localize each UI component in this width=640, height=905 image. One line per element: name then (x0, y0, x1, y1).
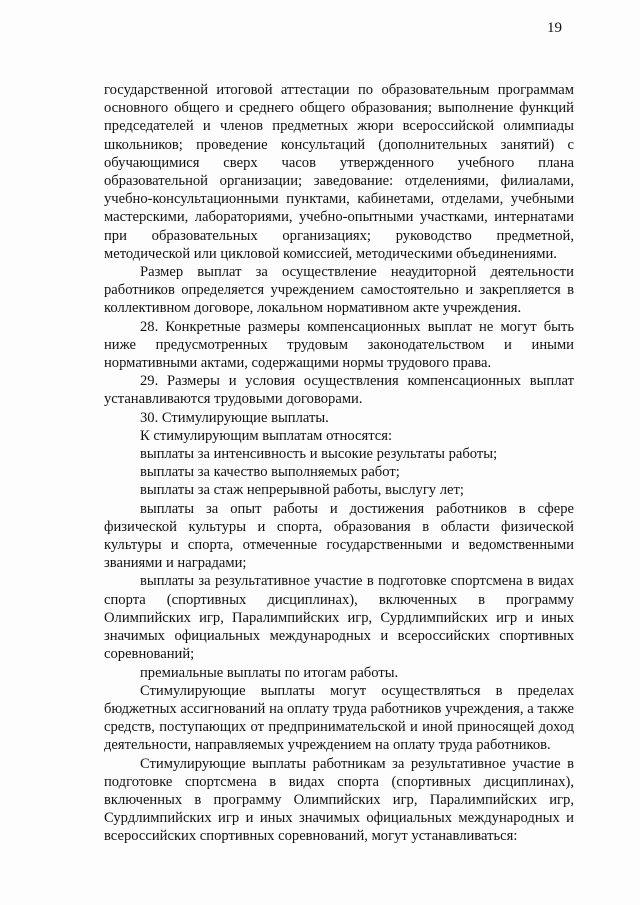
document-body (104, 81, 574, 846)
paragraph-item-29: 29. Размеры и условия осуществления компенсационных выплат устанавливаются трудовыми договорами. (104, 373, 574, 408)
paragraph-continued-list: государственной итоговой аттестации по образовательным программам основного общего и среднего общего образования; выполнение функций председателей и членов предметных жюри всероссийской олимпиады школьников; проведение консультаций (дополнительных занятий) с обучающимися сверх часов утвержденного учебного плана образовательной организации; заведование: отделениями, филиалами, учебно-консультационными пунктами, кабинетами, отделами, учебными мастерскими, лабораториями, учебно-опытными участками, интернатами при образовательных организациях; руководство предметной, методической или цикловой комиссией, методическими объединениями. (104, 82, 574, 262)
list-item-bonus: премиальные выплаты по итогам работы. (140, 664, 399, 681)
list-item-athlete-training: выплаты за результативное участие в подготовке спортсмена в видах спорта (спортивных дисциплинах), включенных в программу Олимпийских игр, Паралимпийских игр, Сурдлимпийских игр и иных значимых официальных международных и всероссийских спортивных соревнований; (104, 573, 574, 663)
list-item-seniority: выплаты за стаж непрерывной работы, выслугу лет; (140, 482, 464, 499)
paragraph-non-classroom-payments: Размер выплат за осуществление неаудиторной деятельности работников определяется учреждением самостоятельно и закрепляется в коллективном договоре, локальном нормативном акте учреждения. (104, 264, 574, 317)
page-number: 19 (547, 20, 562, 36)
list-item-quality: выплаты за качество выполняемых работ; (140, 464, 400, 481)
paragraph-incentive-intro: К стимулирующим выплатам относятся: (140, 427, 393, 444)
list-item-intensity: выплаты за интенсивность и высокие результаты работы; (140, 446, 498, 463)
paragraph-funding-limits: Стимулирующие выплаты могут осуществляться в пределах бюджетных ассигнований на оплату труда работников учреждения, а также средств, поступающих от предпринимательской и иной приносящей доход деятельности, направляемых учреждением на оплату труда работников. (104, 682, 574, 754)
paragraph-item-28: 28. Конкретные размеры компенсационных выплат не могут быть ниже предусмотренных трудовым законодательством и иными нормативными актами, содержащими нормы трудового права. (104, 318, 574, 372)
list-item-experience: выплаты за опыт работы и достижения работников в сфере физической культуры и спорта, образования в области физической культуры и спорта, отмеченные государственными и ведомственными званиями и наградами; (104, 500, 574, 572)
paragraph-item-30: 30. Стимулирующие выплаты. (140, 409, 329, 426)
paragraph-athlete-incentives: Стимулирующие выплаты работникам за результативное участие в подготовке спортсмена в видах спорта (спортивных дисциплинах), включенных в программу Олимпийских игр, Паралимпийских игр, Сурдлимпийских игр и иных значимых официальных международных и всероссийских спортивных соревнований, могут устанавливаться: (104, 755, 574, 845)
